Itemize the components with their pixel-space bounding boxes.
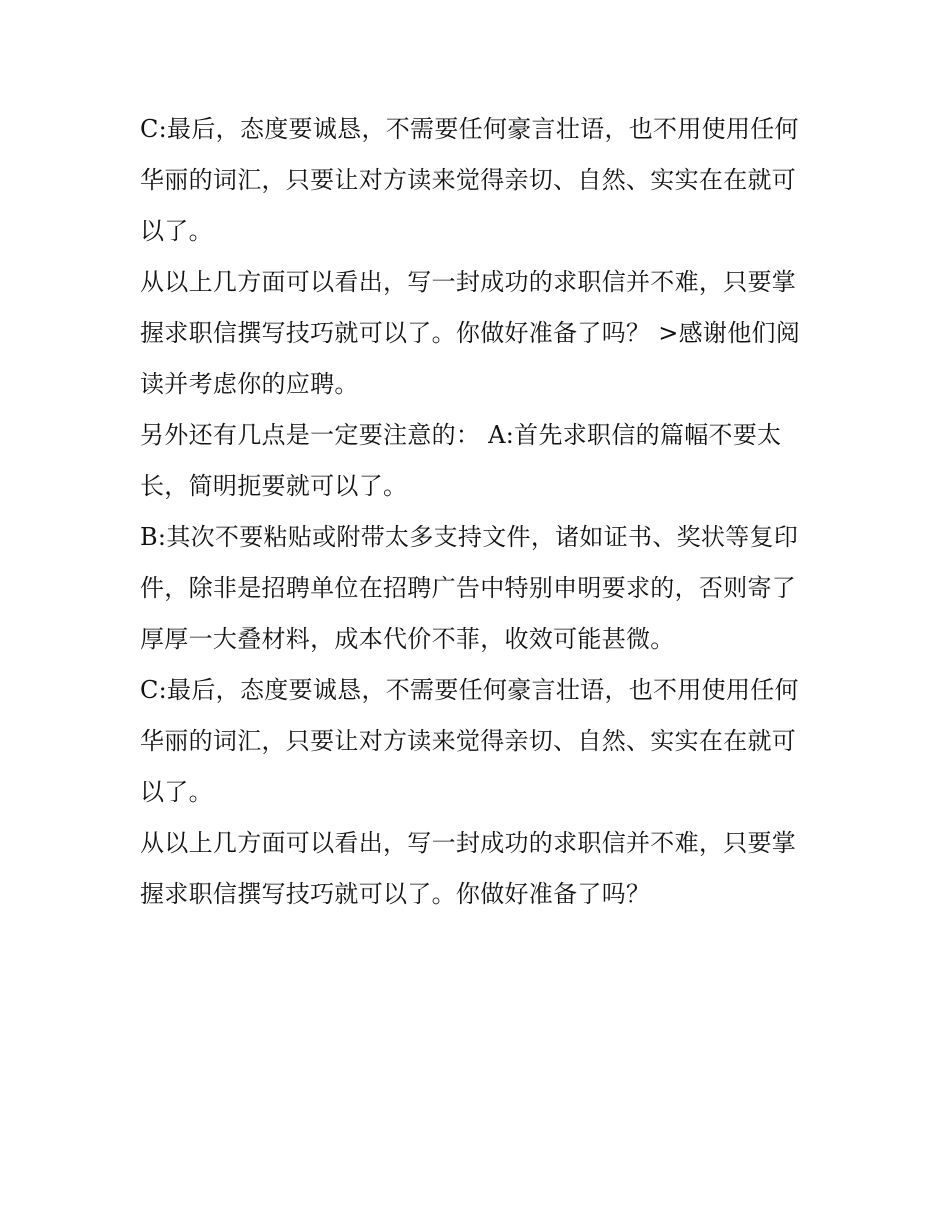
document-body <box>140 104 816 920</box>
paragraph-conclusion-repeat: 从以上几方面可以看出，写一封成功的求职信并不难，只要掌握求职信撰写技巧就可以了。你做好准备了吗？ <box>140 829 797 908</box>
paragraph-attitude-repeat: C:最后，态度要诚恳，不需要任何豪言壮语，也不用使用任何华丽的词汇，只要让对方读来觉得亲切、自然、实实在在就可以了。 <box>140 676 799 806</box>
paragraph-attachments: B:其次不要粘贴或附带太多支持文件，诸如证书、奖状等复印件，除非是招聘单位在招聘广告中特别申明要求的，否则寄了厚厚一大叠材料，成本代价不菲，收效可能甚微。 <box>140 523 799 653</box>
paragraph-notes-length: 另外还有几点是一定要注意的： A:首先求职信的篇幅不要太长，简明扼要就可以了。 <box>140 421 782 500</box>
paragraph-conclusion: 从以上几方面可以看出，写一封成功的求职信并不难，只要掌握求职信撰写技巧就可以了。你做好准备了吗？ >感谢他们阅读并考虑你的应聘。 <box>140 268 801 398</box>
paragraph-attitude: C:最后，态度要诚恳，不需要任何豪言壮语，也不用使用任何华丽的词汇，只要让对方读来觉得亲切、自然、实实在在就可以了。 <box>140 115 799 245</box>
